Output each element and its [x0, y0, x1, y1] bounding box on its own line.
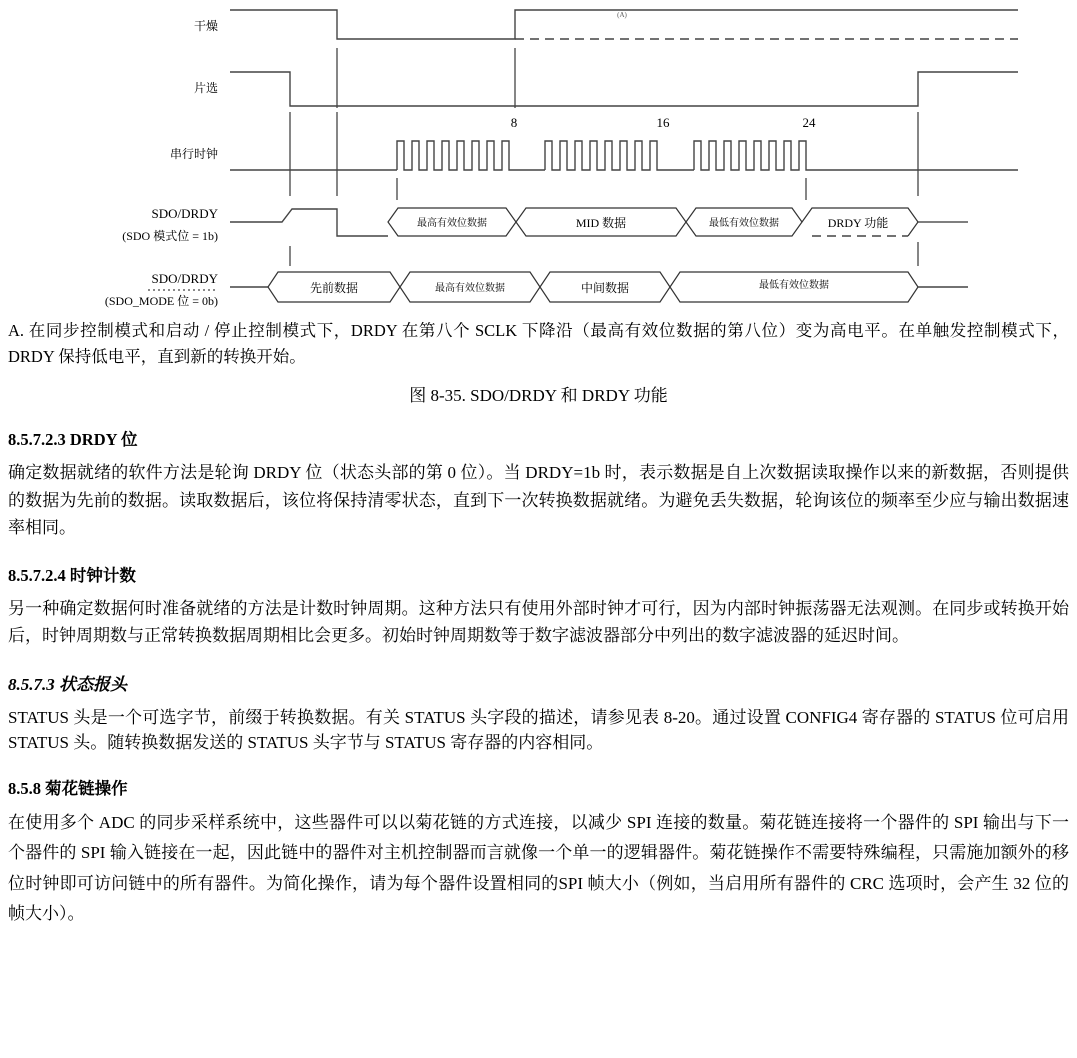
- databox-drdy-func-label: DRDY 功能: [827, 216, 889, 230]
- section-clock-count: [8, 562, 1069, 650]
- clock-tick-16: 16: [656, 115, 670, 130]
- databox-mid-data-label: 中间数据: [580, 281, 630, 295]
- figure-caption: 图 8-35. SDO/DRDY 和 DRDY 功能: [409, 386, 668, 406]
- section-drdy-bit: [8, 426, 1069, 542]
- databox-msb-label: 最高有效位数据: [417, 218, 487, 229]
- timing-diagram-svg: [0, 0, 1077, 318]
- clock-tick-8: 8: [510, 115, 518, 130]
- figure-note-a: A. 在同步控制模式和启动 / 停止控制模式下，DRDY 在第八个 SCLK 下降沿（最高有效位数据的第八位）变为高电平。在单触发控制模式下，DRDY 保持低电平，直到新的转换开始。: [8, 321, 1069, 366]
- databox-drdy-func-right: [908, 222, 918, 236]
- databox-group-mode1: [388, 208, 968, 236]
- section-body-daisy-chain: 在使用多个 ADC 的同步采样系统中，这些器件可以以菊花链的方式连接，以减少 SPI 连接的数量。菊花链连接将一个器件的 SPI 输出与下一个器件的 SPI 输入链接在一起，因此链中的器件对主机控制器而言就像一个单一的逻辑器件。菊花链操作不需要特殊编程，只需施加额外的移位时钟即可访问链中的所有器件。为简化操作，请为每个器件设置相同的SPI 帧大小（例如，当启用所有器件的 CRC 选项时，会产生 32 位的帧大小）。: [8, 813, 1069, 923]
- section-heading-clock-count: 8.5.7.2.4 时钟计数: [8, 565, 136, 585]
- signal-label-sdo-drdy-mode0: SDO/DRDY: [151, 271, 218, 286]
- waveform-sdo-mode1-pre: [230, 209, 388, 236]
- section-body-drdy-bit: 确定数据就绪的软件方法是轮询 DRDY 位（状态头部的第 0 位）。当 DRDY=1b 时，表示数据是自上次数据读取操作以来的新数据，否则提供的数据为先前的数据。读取数据后，该位将保持清零状态，直到下一次转换数据就绪。为避免丢失数据，轮询该位的频率至少应与输出数据速率相同。: [8, 463, 1069, 538]
- databox-msb-2-label: 最高有效位数据: [435, 283, 505, 294]
- section-status-header: [8, 670, 1069, 755]
- signal-label-drdy: 干燥: [193, 19, 218, 33]
- databox-group-mode0: [268, 272, 918, 302]
- waveform-sclk: [230, 141, 1018, 170]
- databox-lsb-2-label: 最低有效位数据: [759, 280, 829, 291]
- section-body-status-header: STATUS 头是一个可选字节，前缀于转换数据。有关 STATUS 头字段的描述，请参见表 8-20。通过设置 CONFIG4 寄存器的 STATUS 位可启用 STATUS 头。随转换数据发送的 STATUS 头字节与 STATUS 寄存器的内容相同。: [8, 707, 1069, 752]
- footnote-marker-a: (A): [617, 11, 627, 19]
- databox-mid-label: MID 数据: [575, 216, 627, 230]
- section-heading-status-header: 8.5.7.3 状态报头: [8, 674, 127, 694]
- signal-sublabel-sdo-mode1: (SDO 模式位 = 1b): [122, 229, 218, 243]
- section-heading-daisy-chain: 8.5.8 菊花链操作: [8, 779, 128, 799]
- signal-sublabel-sdo-mode0: (SDO_MODE 位 = 0b): [104, 294, 218, 308]
- document-body: [0, 318, 1077, 929]
- databox-prev-data-label: 先前数据: [309, 281, 359, 295]
- clock-tick-24: 24: [802, 115, 816, 130]
- section-body-clock-count: 另一种确定数据何时准备就绪的方法是计数时钟周期。这种方法只有使用外部时钟才可行，因为内部时钟振荡器无法观测。在同步或转换开始后，时钟周期数与正常转换数据周期相比会更多。初始时钟周期数等于数字滤波器部分中列出的数字滤波器的延迟时间。: [8, 598, 1069, 646]
- timing-diagram-figure: [0, 0, 1077, 318]
- section-heading-drdy-bit: 8.5.7.2.3 DRDY 位: [8, 430, 138, 450]
- signal-label-cs: 片选: [193, 81, 218, 95]
- signal-label-sclk: 串行时钟: [169, 147, 218, 161]
- databox-lsb-label: 最低有效位数据: [709, 218, 779, 229]
- section-daisy-chain: [8, 775, 1069, 929]
- waveform-cs: [230, 72, 1018, 106]
- signal-label-sdo-drdy-mode1: SDO/DRDY: [151, 206, 218, 221]
